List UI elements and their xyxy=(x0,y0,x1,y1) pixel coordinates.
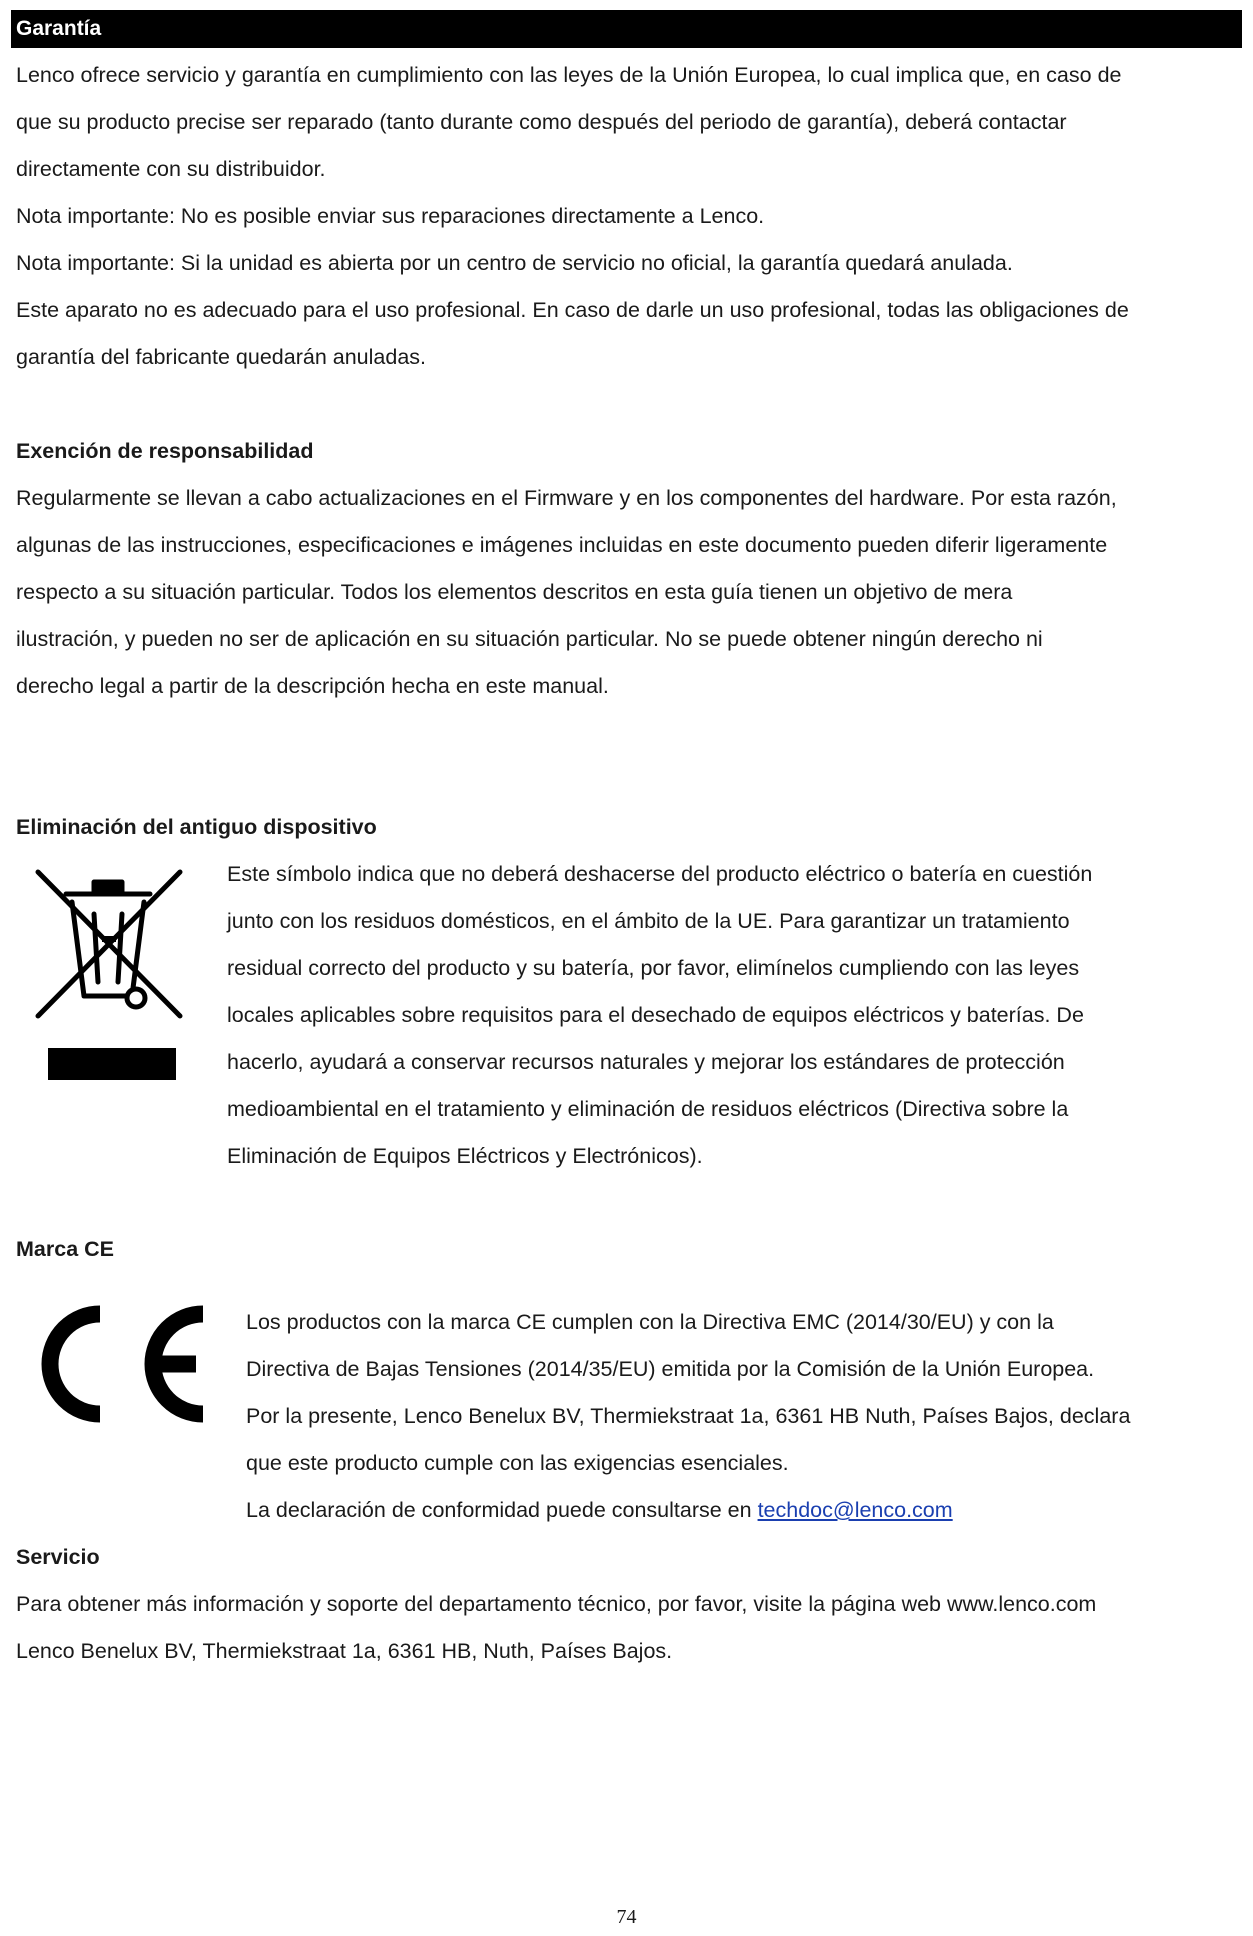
declaration-prefix: La declaración de conformidad puede consultarse en xyxy=(246,1498,758,1522)
eliminacion-line: residual correcto del producto y su batería, por favor, elimínelos cumpliendo con las leyes xyxy=(227,956,1080,980)
eliminacion-line: hacerlo, ayudará a conservar recursos naturales y mejorar los estándares de protección xyxy=(227,1050,1065,1074)
exencion-line: respecto a su situación particular. Todos los elementos descritos en esta guía tienen un objetivo de mera xyxy=(16,580,1013,604)
eliminacion-line: locales aplicables sobre requisitos para el desechado de equipos eléctricos y baterías. De xyxy=(227,1003,1084,1027)
marca-ce-line: Los productos con la marca CE cumplen con la Directiva EMC (2014/30/EU) y con la xyxy=(246,1310,1054,1334)
exencion-line: derecho legal a partir de la descripción hecha en este manual. xyxy=(16,674,609,698)
exencion-line: algunas de las instrucciones, especificaciones e imágenes incluidas en este documento pueden diferir ligeramente xyxy=(16,533,1108,557)
marca-ce-line: Directiva de Bajas Tensiones (2014/35/EU) emitida por la Comisión de la Unión Europea. xyxy=(246,1357,1095,1381)
marca-ce-line: que este producto cumple con las exigencias esenciales. xyxy=(246,1451,789,1475)
servicio-line: Para obtener más información y soporte del departamento técnico, por favor, visite la página web www.lenco.com xyxy=(16,1592,1097,1616)
garantia-line: Lenco ofrece servicio y garantía en cumplimiento con las leyes de la Unión Europea, lo cual implica que, en caso de xyxy=(16,63,1122,87)
techdoc-email-link[interactable]: techdoc@lenco.com xyxy=(757,1498,953,1522)
exencion-line: ilustración, y pueden no ser de aplicación en su situación particular. No se puede obtener ningún derecho ni xyxy=(16,627,1043,651)
garantia-line: Nota importante: No es posible enviar sus reparaciones directamente a Lenco. xyxy=(16,204,765,228)
ce-mark-icon xyxy=(36,1302,216,1426)
marca-ce-declaration xyxy=(246,1487,1236,1534)
garantia-line: directamente con su distribuidor. xyxy=(16,157,326,181)
section-title-exencion: Exención de responsabilidad xyxy=(16,439,314,463)
section-title-servicio: Servicio xyxy=(16,1545,100,1569)
section-title-garantia: Garantía xyxy=(11,10,1242,48)
page-number: 74 xyxy=(616,1906,637,1928)
garantia-line: que su producto precise ser reparado (tanto durante como después del periodo de garantía), deberá contactar xyxy=(16,110,1067,134)
eliminacion-line: junto con los residuos domésticos, en el ámbito de la UE. Para garantizar un tratamiento xyxy=(227,909,1070,933)
garantia-line: Este aparato no es adecuado para el uso profesional. En caso de darle un uso profesional, todas las obligaciones de xyxy=(16,298,1129,322)
exencion-line: Regularmente se llevan a cabo actualizaciones en el Firmware y en los componentes del hardware. Por esta razón, xyxy=(16,486,1117,510)
servicio-line: Lenco Benelux BV, Thermiekstraat 1a, 6361 HB, Nuth, Países Bajos. xyxy=(16,1639,673,1663)
eliminacion-line: Eliminación de Equipos Eléctricos y Electrónicos). xyxy=(227,1144,703,1168)
marca-ce-line: Por la presente, Lenco Benelux BV, Thermiekstraat 1a, 6361 HB Nuth, Países Bajos, declara xyxy=(246,1404,1131,1428)
section-title-eliminacion: Eliminación del antiguo dispositivo xyxy=(16,815,377,839)
eliminacion-line: medioambiental en el tratamiento y eliminación de residuos eléctricos (Directiva sobre la xyxy=(227,1097,1069,1121)
garantia-line: garantía del fabricante quedarán anuladas. xyxy=(16,345,427,369)
weee-crossed-bin-icon xyxy=(28,850,188,1090)
garantia-line: Nota importante: Si la unidad es abierta por un centro de servicio no oficial, la garantía quedará anulada. xyxy=(16,251,1013,275)
eliminacion-line: Este símbolo indica que no deberá deshacerse del producto eléctrico o batería en cuestión xyxy=(227,862,1093,886)
section-title-marca-ce: Marca CE xyxy=(16,1237,114,1261)
